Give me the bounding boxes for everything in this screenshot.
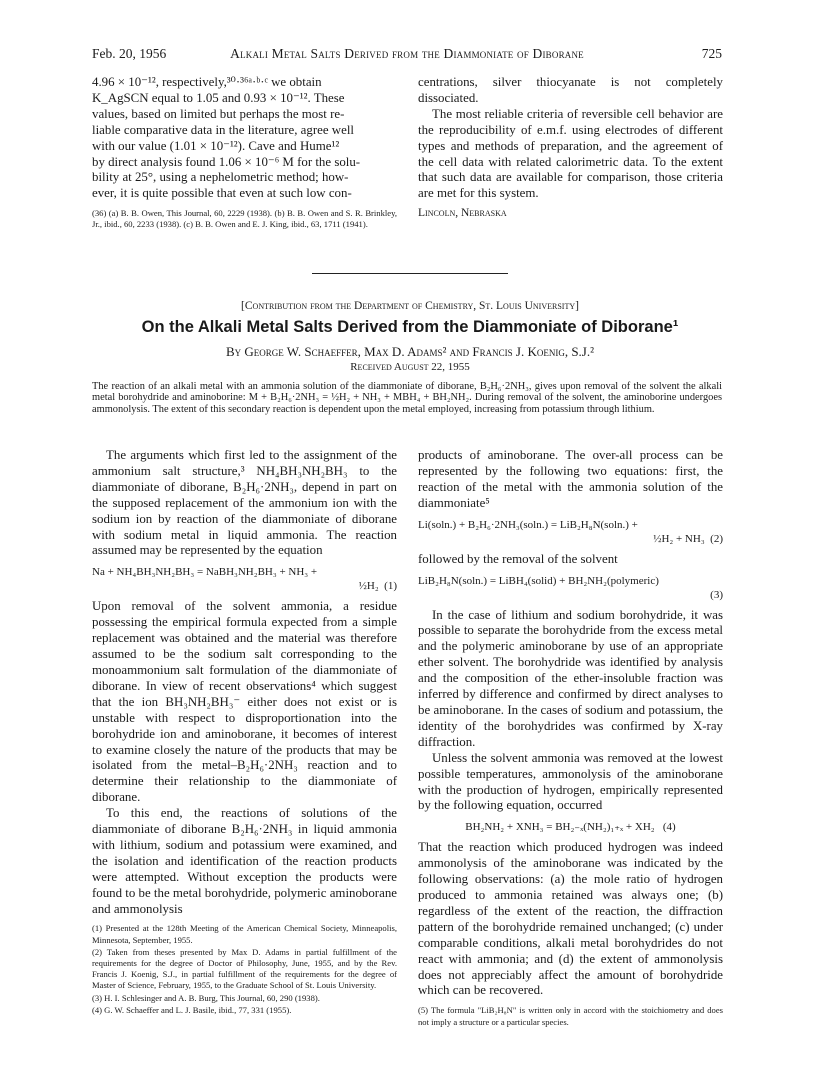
equation-4: BH₂NH₂ + XNH₃ = BH₂₋ₓ(NH₂)₁₊ₓ + XH₂ (4) bbox=[465, 821, 676, 834]
prev-line-5: with our value (1.01 × 10⁻¹²). Cave and Hume¹² bbox=[92, 138, 340, 153]
equation-1-number: (1) bbox=[384, 580, 397, 593]
equation-4-number: (4) bbox=[662, 821, 676, 834]
header-date: Feb. 20, 1956 bbox=[92, 46, 167, 61]
prev-line-7: bility at 25°, using a nephelometric method; how- bbox=[92, 170, 349, 185]
prev-line-4: liable comparative data in the literature, agree well bbox=[92, 122, 354, 137]
right-paragraph-4: Unless the solvent ammonia was removed at the lowest possible temperatures, ammonolysis of the aminoborane with the production of hydrogen, empirically represented by the following equation, occurred bbox=[418, 750, 723, 813]
abstract-text: The reaction of an alkali metal with an ammonia solution of the diammoniate of diborane, B₂H₆·2NH₃, gives upon removal of the solvent the alkali metal borohydride and aminoborine: M + B₂H₆·2NH₃ = ½H₂ + NH₃ + MBH₄ + BH₂NH₂. During removal of the solvent, the aminoborine undergoes ammonolysis. The extent of this secondary reaction is dependent upon the metal employed, increasing from potassium through lithium. bbox=[92, 381, 722, 415]
article-footnotes bbox=[92, 923, 397, 1016]
right-paragraph-2: followed by the removal of the solvent bbox=[418, 551, 618, 566]
prev-right-paragraph-2: The most reliable criteria of reversible cell behavior are the reproducibility of e.m.f. using electrodes of different types and methods of preparation, and the agreement of the cell data with related calorimetric data. To the extent that such data are available for comparison, those criteria are met for this system. bbox=[418, 106, 723, 201]
equation-2: Li(soln.) + B₂H₆·2NH₃(soln.) = LiB₂H₈N(soln.) + ½H₂ + NH₃ (2) bbox=[418, 518, 723, 545]
prev-right-paragraph-1: centrations, silver thiocyanate is not completely dissociated. bbox=[418, 75, 723, 105]
footnote-3: (3) H. I. Schlesinger and A. B. Burg, This Journal, 60, 290 (1938). bbox=[92, 992, 320, 1003]
prev-line-3: values, based on limited but perhaps the most re- bbox=[92, 106, 345, 121]
abstract bbox=[92, 381, 722, 415]
prev-line-2: K_AgSCN equal to 1.05 and 0.93 × 10⁻¹². These bbox=[92, 90, 345, 105]
equation-2-number: (2) bbox=[710, 532, 723, 545]
equation-1: Na + NH₄BH₃NH₂BH₃ = NaBH₃NH₂BH₃ + NH₃ + ½H₂ (1) bbox=[92, 566, 397, 593]
article-separator-rule bbox=[312, 273, 508, 274]
prev-location: Lincoln, Nebraska bbox=[418, 207, 507, 220]
equation-3: LiB₂H₈N(soln.) = LiBH₄(solid) + BH₂NH₂(polymeric) (3) bbox=[418, 574, 723, 601]
contribution-line: [Contribution from the Department of Chemistry, St. Louis University] bbox=[241, 300, 579, 312]
prev-line-1: 4.96 × 10⁻¹², respectively,³⁰·³⁶ᵃ·ᵇ·ᶜ we obtain bbox=[92, 75, 322, 89]
prev-footnote-36: (36) (a) B. B. Owen, This Journal, 60, 2229 (1938). (b) B. B. Owen and S. R. Brinkley, Jr., ibid., 60, 2233 (1938). (c) B. B. Owen and E. J. King, ibid., 63, 1711 (1941). bbox=[92, 208, 397, 230]
left-paragraph-1: The arguments which first led to the assignment of the ammonium salt structure,³ NH₄BH₃NH₂BH₃ to the diammoniate of diborane, B₂H₆·2NH₃, depend in part on the supposed replacement of the ammonium ion with the sodium ion by reaction of the diammoniate of diborane with sodium metal in liquid ammonia. The reaction assumed may be represented by the equation bbox=[92, 448, 397, 558]
header-page-number: 725 bbox=[701, 46, 722, 61]
left-paragraph-3: To this end, the reactions of solutions of the diammoniate of diborane B₂H₆·2NH₃ in liquid ammonia with lithium, sodium and potassium were examined, and the isolation and identification of the reaction products were attempted. Without exception the products were found to be the metal borohydride, polymeric aminoborane and ammonolysis bbox=[92, 806, 397, 916]
left-paragraph-2: Upon removal of the solvent ammonia, a residue possessing the empirical formula expected from a simple replacement was obtained and the material was therefore assumed to be the sodium salt corresponding to the monoammonium salt formulation of the diammoniate of diborane. In view of recent observations⁴ which suggest that the ion BH₃NH₂BH₃⁻ either does not exist or is unstable with respect to disproportionation into the borohydride ion and aminoborane, it becomes of interest to examine closely the nature of the products that may be isolated from the metal–B₂H₆·2NH₃ reaction and to determine their relationship to the diammoniate of diborane. bbox=[92, 599, 397, 805]
footnote-1: (1) Presented at the 128th Meeting of the American Chemical Society, Minneapolis, Minnesota, September, 1955. bbox=[92, 923, 397, 945]
right-paragraph-5: That the reaction which produced hydrogen was indeed ammonolysis of the aminoborane was indicated by the following observations: (a) the mole ratio of hydrogen produced to ammonia retained was always one; (b) regardless of the extent of the reaction, the diffraction pattern of the borohydride remained unchanged; (c) under comparable conditions, alkali metal borohydrides do not react with ammonia; and (d) the extent of ammonolysis does not appreciably affect the amount of borohydride which can be recovered. bbox=[418, 840, 723, 998]
prev-line-6: by direct analysis found 1.06 × 10⁻⁶ M for the solu- bbox=[92, 154, 361, 169]
article-left-column bbox=[92, 448, 397, 1017]
article-authors: By George W. Schaeffer, Max D. Adams² and Francis J. Koenig, S.J.² bbox=[225, 344, 595, 359]
running-header bbox=[92, 46, 722, 66]
right-paragraph-3: In the case of lithium and sodium borohydride, it was possible to separate the borohydride from the excess metal and the polymeric aminoborane by use of an appropriate ether solvent. The borohydride was identified by analysis and the composition of the ether-insoluble fraction was inferred by difference and confirmed by direct analyses to be aminoborane. In the cases of sodium and potassium, the identity of the borohydrides was confirmed by X-ray diffraction. bbox=[418, 607, 723, 749]
prev-line-8: ever, it is quite possible that even at such low con- bbox=[92, 186, 352, 201]
article-right-column bbox=[418, 448, 723, 1029]
footnote-2: (2) Taken from theses presented by Max D. Adams in partial fulfillment of the requirements for the degree of Doctor of Philosophy, June, 1955, and by the Rev. Francis J. Koenig, S.J., in partial fulfillment of the requirements for the degree of Master of Science, February, 1955, to the Graduate School of St. Louis University. bbox=[92, 946, 397, 991]
footnote-4: (4) G. W. Schaeffer and L. J. Basile, ibid., 77, 331 (1955). bbox=[92, 1004, 292, 1015]
article-title: On the Alkali Metal Salts Derived from the Diammoniate of Diborane¹ bbox=[141, 318, 679, 336]
prev-article-right-column bbox=[418, 75, 723, 222]
footnote-5: (5) The formula "LiB₂H₈N" is written only in accord with the stoichiometry and does not imply a structure or a particular species. bbox=[418, 1005, 723, 1027]
equation-3-number: (3) bbox=[710, 588, 723, 601]
right-paragraph-1: products of aminoborane. The over-all process can be represented by the following two equations: first, the reaction of the metal with the ammonia solution of the diammoniate⁵ bbox=[418, 448, 723, 510]
received-date: Received August 22, 1955 bbox=[350, 361, 470, 373]
prev-article-left-column bbox=[92, 75, 397, 232]
header-running-title: Alkali Metal Salts Derived from the Diammoniate of Diborane bbox=[230, 46, 584, 61]
